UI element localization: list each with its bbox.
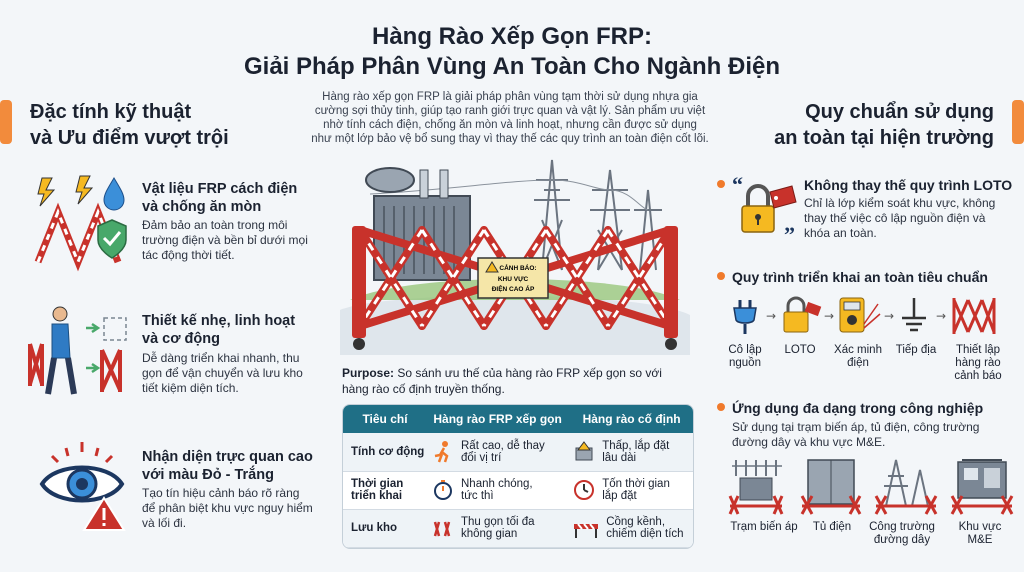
app-cabinet-label: Tủ điện xyxy=(812,521,852,533)
svg-text:→: → xyxy=(766,309,777,323)
compact-storage-icon xyxy=(431,516,455,540)
bullet-process xyxy=(717,272,725,280)
step-verify: Xác minh điện xyxy=(834,344,882,369)
table-header-row xyxy=(343,405,694,433)
svg-text:→: → xyxy=(824,309,835,323)
svg-text:→: → xyxy=(884,309,895,323)
header-criteria: Tiêu chí xyxy=(343,405,427,433)
feature-1-title: Vật liệu FRP cách điện và chống ăn mòn xyxy=(142,181,298,215)
feature-3-desc: Tạo tín hiệu cảnh báo rõ ràng để phân biệt khu vực nguy hiểm và lối đi. xyxy=(142,486,313,530)
running-person-icon xyxy=(431,440,455,464)
left-heading-line1: Đặc tính kỹ thuật xyxy=(30,101,192,123)
bullet-loto xyxy=(717,180,725,188)
app-me-label: Khu vực M&E xyxy=(958,521,1002,546)
bullet-apps xyxy=(717,403,725,411)
table-row: Lưu kho Thu gọn tối đa không gian Cồng kềnh, chiếm diện tích xyxy=(343,509,694,547)
feature-2-title: Thiết kế nhẹ, linh hoạt và cơ động xyxy=(142,313,296,347)
lightweight-mobility-icon xyxy=(24,304,134,400)
power-line-site-icon xyxy=(876,460,936,514)
plug-icon xyxy=(734,300,756,334)
page-title-line1: Hàng Rào Xếp Gọn FRP: xyxy=(371,23,652,50)
svg-text:”: ” xyxy=(784,222,795,244)
step-barrier: Thiết lập hàng rào cảnh báo xyxy=(954,344,1002,382)
step-loto: LOTO xyxy=(784,344,816,356)
svg-text:“: “ xyxy=(732,172,743,197)
app-powerline-label: Công trường đường dây xyxy=(869,521,935,546)
right-heading-line1: Quy chuẩn sử dụng xyxy=(805,101,994,123)
feature-1-desc: Đảm bảo an toàn trong môi trường điện và bền bỉ dưới mọi tác động thời tiết. xyxy=(142,218,308,262)
right-accent-bar xyxy=(1012,100,1024,144)
lock-icon xyxy=(784,298,821,332)
table-row: Tính cơ động Rất cao, dễ thay đổi vị trí Thấp, lắp đặt lâu dài xyxy=(343,433,694,471)
multimeter-icon xyxy=(840,298,880,332)
visual-warning-eye-icon xyxy=(36,440,132,532)
page-title-line2: Giải Pháp Phân Vùng An Toàn Cho Ngành Điện xyxy=(243,53,780,80)
header-fixed: Hàng rào cố định xyxy=(568,405,694,433)
electrical-cabinet-icon xyxy=(802,460,860,514)
step-isolate: Cô lập nguồn xyxy=(728,344,762,369)
table-row: Thời gian triển khai Nhanh chóng, tức thì Tốn thời gian lắp đặt xyxy=(343,471,694,509)
substation-icon xyxy=(730,460,782,514)
padlock-tag-icon xyxy=(730,172,800,244)
app-substation-label: Trạm biến áp xyxy=(730,521,798,533)
frp-insulation-icon xyxy=(28,172,132,274)
apps-desc: Sử dụng tại trạm biến áp, tủ điện, công trường đường dây và khu vực M&E. xyxy=(732,420,980,449)
apps-title: Ứng dụng đa dạng trong công nghiệp xyxy=(732,400,984,416)
barrier-illustration xyxy=(330,150,700,360)
purpose-text: Purpose: So sánh ưu thế của hàng rào FRP xếp gọn so với hàng rào cố định truyền thống. xyxy=(342,366,662,396)
header-frp: Hàng rào FRP xếp gọn xyxy=(427,405,568,433)
ground-symbol-icon xyxy=(902,298,926,330)
sign-line2: KHU VỰC xyxy=(497,276,529,283)
process-steps-icons xyxy=(728,294,1018,338)
feature-2-desc: Dễ dàng triển khai nhanh, thu gọn để vận chuyển và lưu kho tiết kiệm diện tích. xyxy=(142,351,303,395)
bulky-barrier-icon xyxy=(572,516,600,540)
comparison-table xyxy=(342,404,694,549)
feature-3-title: Nhận diện trực quan cao với màu Đỏ - Trắng xyxy=(142,449,313,483)
me-area-icon xyxy=(952,460,1012,514)
step-ground: Tiếp địa xyxy=(895,344,937,356)
svg-text:→: → xyxy=(936,309,947,323)
stopwatch-icon xyxy=(431,478,455,502)
left-accent-bar xyxy=(0,100,12,144)
sign-line1: CẢNH BÁO: xyxy=(499,265,537,272)
right-heading-line2: an toàn tại hiện trường xyxy=(774,127,994,149)
clock-icon xyxy=(572,478,596,502)
process-title: Quy trình triển khai an toàn tiêu chuẩn xyxy=(732,269,988,285)
intro-paragraph: Hàng rào xếp gọn FRP là giải pháp phân vùng tạm thời sử dụng nhựa gia cường sợi thủy tinh, giúp tạo ranh giới trực quan và vật lý. Sản phẩm ưu việt nhờ tính cách điện, chống ăn mòn và linh hoạt, nhưng cần được sử dụng như một lớp bảo vệ bổ sung thay vì thay thế các quy trình an toàn điện cốt lõi. xyxy=(311,91,709,145)
loto-title: Không thay thế quy trình LOTO xyxy=(804,177,1013,193)
barrier-step-icon xyxy=(954,298,994,334)
application-icons xyxy=(726,456,1018,518)
sign-line3: ĐIỆN CAO ÁP xyxy=(491,286,535,293)
fixed-fence-icon xyxy=(572,440,596,464)
loto-desc: Chỉ là lớp kiểm soát khu vực, không thay thế việc cô lập nguồn điện và khóa an toàn. xyxy=(804,196,996,240)
left-heading-line2: và Ưu điểm vượt trội xyxy=(30,127,229,149)
